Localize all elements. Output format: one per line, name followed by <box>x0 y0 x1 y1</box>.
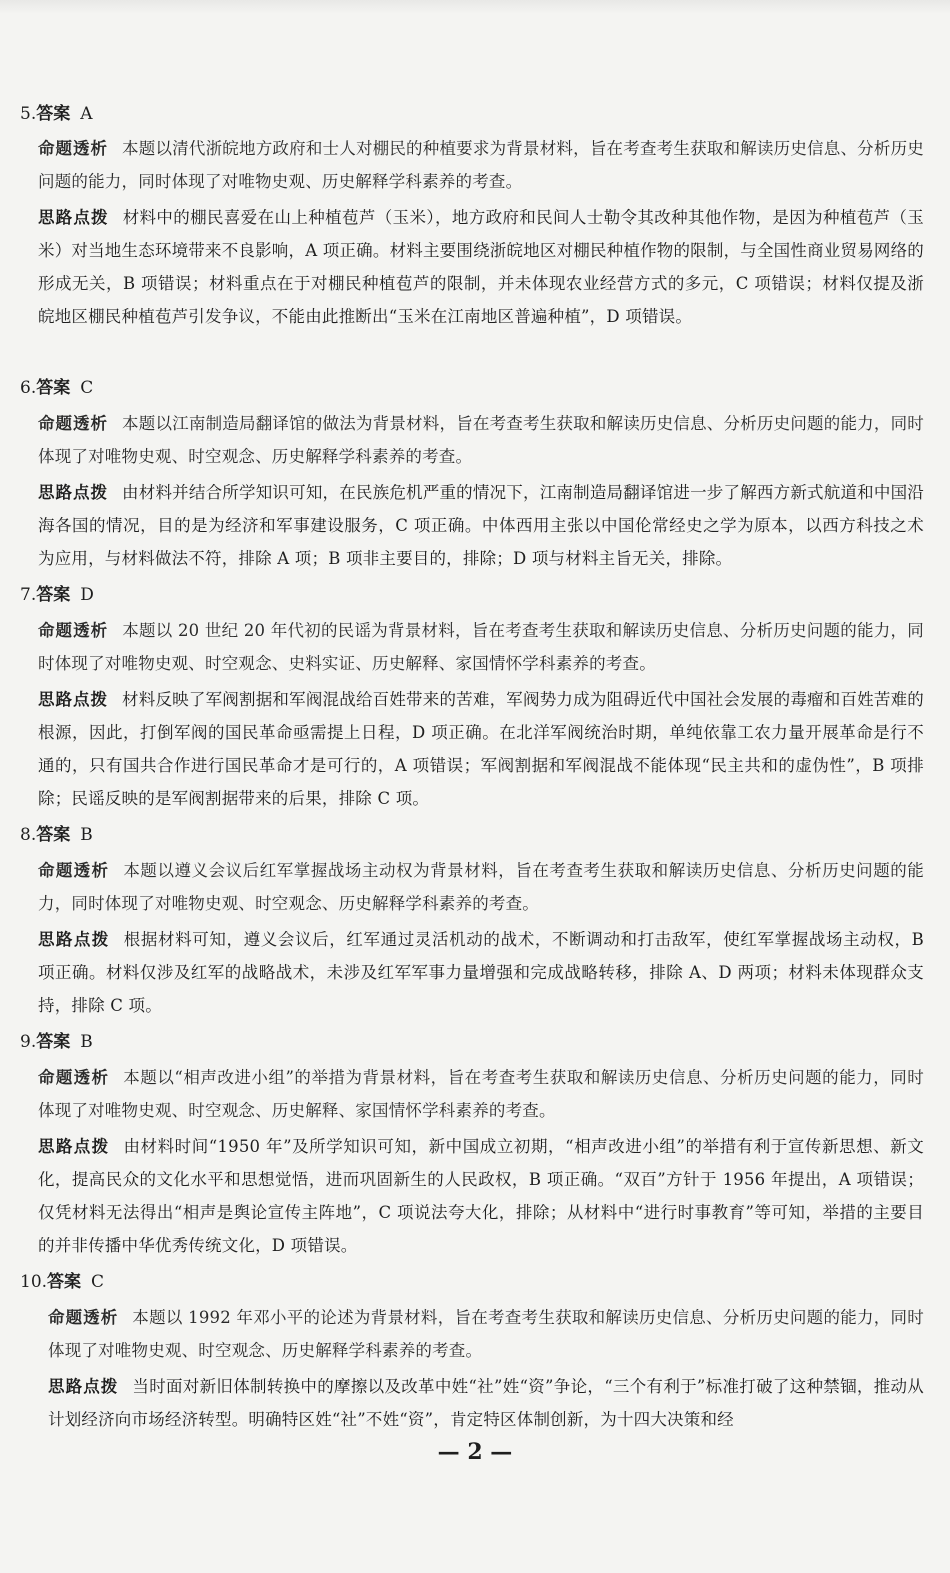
answer-label: 答案 <box>36 104 71 124</box>
hint-text: 由材料时间“1950 年”及所学知识可知，新中国成立初期，“相声改进小组”的举措有利于宣传新思想、新文化，提高民众的文化水平和思想觉悟，进而巩固新生的人民政权，B 项正确。“双百”方针于 1956 年提出，A 项错误；仅凭材料无法得出“相声是舆论宣传主阵地”，C 项说法夸大化，排除；从材料中“进行时事教育”等可知，举措的主要目的并非传播中华优秀传统文化，D 项错误。 <box>38 1137 925 1255</box>
answer-value: D <box>80 585 94 605</box>
answer-line-9 <box>20 1027 93 1057</box>
question-number: 9. <box>20 1032 37 1052</box>
hint-label: 思路点拨 <box>48 1377 119 1396</box>
analysis-label: 命题透析 <box>38 414 109 433</box>
analysis-label: 命题透析 <box>48 1308 119 1327</box>
answer-label: 答案 <box>47 1272 82 1292</box>
answer-value: A <box>80 104 93 124</box>
answer-value: C <box>80 378 94 398</box>
question-number: 10. <box>20 1272 48 1292</box>
question-number: 6. <box>20 378 37 398</box>
hint-label: 思路点拨 <box>38 690 109 709</box>
analysis-text: 本题以清代浙皖地方政府和士人对棚民的种植要求为背景材料，旨在考查考生获取和解读历史信息、分析历史问题的能力，同时体现了对唯物史观、历史解释学科素养的考查。 <box>38 139 924 191</box>
analysis-text: 本题以江南制造局翻译馆的做法为背景材料，旨在考查考生获取和解读历史信息、分析历史问题的能力，同时体现了对唯物史观、时空观念、历史解释学科素养的考查。 <box>38 414 924 466</box>
hint-paragraph-7 <box>38 683 924 815</box>
answer-line-8 <box>20 820 93 850</box>
analysis-label: 命题透析 <box>38 139 109 158</box>
answer-line-5 <box>20 99 93 129</box>
analysis-label: 命题透析 <box>38 621 109 640</box>
analysis-text: 本题以 1992 年邓小平的论述为背景材料，旨在考查考生获取和解读历史信息、分析历史问题的能力，同时体现了对唯物史观、时空观念、历史解释学科素养的考查。 <box>48 1308 925 1360</box>
hint-text: 根据材料可知，遵义会议后，红军通过灵活机动的战术，不断调动和打击敌军，使红军掌握战场主动权，B 项正确。材料仅涉及红军的战略战术，未涉及红军军事力量增强和完成战略转移，排除 A、D 两项；材料未体现群众支持，排除 C 项。 <box>38 930 924 1015</box>
answer-label: 答案 <box>36 585 71 605</box>
hint-label: 思路点拨 <box>38 930 110 949</box>
answer-label: 答案 <box>36 378 71 398</box>
hint-paragraph-8 <box>38 923 924 1022</box>
hint-paragraph-5 <box>38 201 924 366</box>
hint-text: 材料中的棚民喜爱在山上种植苞芦（玉米），地方政府和民间人士勒令其改种其他作物，是因为种植苞芦（玉米）对当地生态环境带来不良影响，A 项正确。材料主要围绕浙皖地区对棚民种植作物的限制，与全国性商业贸易网络的形成无关，B 项错误；材料重点在于对棚民种植苞芦的限制，并未体现农业经营方式的多元，C 项错误；材料仅提及浙皖地区棚民种植苞芦引发争议，不能由此推断出“玉米在江南地区普遍种植”，D 项错误。 <box>38 208 925 326</box>
hint-text: 由材料并结合所学知识可知，在民族危机严重的情况下，江南制造局翻译馆进一步了解西方新式航道和中国沿海各国的情况，目的是为经济和军事建设服务，C 项正确。中体西用主张以中国伦常经史之学为原本，以西方科技之术为应用，与材料做法不符，排除 A 项；B 项非主要目的，排除；D 项与材料主旨无关，排除。 <box>38 483 924 568</box>
answer-label: 答案 <box>36 1032 71 1052</box>
analysis-label: 命题透析 <box>38 861 110 880</box>
analysis-text: 本题以“相声改进小组”的举措为背景材料，旨在考查考生获取和解读历史信息、分析历史问题的能力，同时体现了对唯物史观、时空观念、历史解释、家国情怀学科素养的考查。 <box>38 1068 924 1120</box>
analysis-text: 本题以 20 世纪 20 年代初的民谣为背景材料，旨在考查考生获取和解读历史信息、分析历史问题的能力，同时体现了对唯物史观、时空观念、史料实证、历史解释、家国情怀学科素养的考查。 <box>38 621 925 673</box>
analysis-label: 命题透析 <box>38 1068 110 1087</box>
answer-value: B <box>80 825 93 845</box>
hint-label: 思路点拨 <box>38 208 109 227</box>
answer-value: C <box>91 1272 105 1292</box>
hint-paragraph-6 <box>38 476 924 575</box>
analysis-text: 本题以遵义会议后红军掌握战场主动权为背景材料，旨在考查考生获取和解读历史信息、分析历史问题的能力，同时体现了对唯物史观、时空观念、历史解释学科素养的考查。 <box>38 861 925 913</box>
answer-line-7 <box>20 580 94 610</box>
analysis-paragraph-5 <box>38 132 924 198</box>
page-number: — 2 — <box>437 1439 513 1465</box>
analysis-paragraph-7 <box>38 614 924 680</box>
page-top-edge <box>0 0 950 14</box>
analysis-paragraph-9 <box>38 1061 924 1127</box>
answer-value: B <box>80 1032 93 1052</box>
hint-paragraph-9 <box>38 1130 924 1262</box>
hint-label: 思路点拨 <box>38 1137 110 1156</box>
analysis-paragraph-8 <box>38 854 924 920</box>
question-number: 7. <box>20 585 37 605</box>
answer-line-6 <box>20 373 93 403</box>
analysis-paragraph-6 <box>38 407 924 473</box>
answer-line-10 <box>20 1267 104 1297</box>
analysis-paragraph-10 <box>48 1301 924 1367</box>
question-number: 5. <box>20 104 37 124</box>
answer-label: 答案 <box>36 825 71 845</box>
question-number: 8. <box>20 825 37 845</box>
hint-paragraph-10 <box>48 1370 924 1436</box>
hint-label: 思路点拨 <box>38 483 109 502</box>
hint-text: 材料反映了军阀割据和军阀混战给百姓带来的苦难，军阀势力成为阻碍近代中国社会发展的毒瘤和百姓苦难的根源，因此，打倒军阀的国民革命亟需提上日程，D 项正确。在北洋军阀统治时期，单纯依靠工农力量开展革命是行不通的，只有国共合作进行国民革命才是可行的，A 项错误；军阀割据和军阀混战不能体现“民主共和的虚伪性”，B 项排除；民谣反映的是军阀割据带来的后果，排除 C 项。 <box>38 690 924 808</box>
hint-text: 当时面对新旧体制转换中的摩擦以及改革中姓“社”姓“资”争论，“三个有利于”标准打破了这种禁锢，推动从计划经济向市场经济转型。明确特区姓“社”不姓“资”，肯定特区体制创新，为十四大决策和经 <box>48 1377 924 1429</box>
